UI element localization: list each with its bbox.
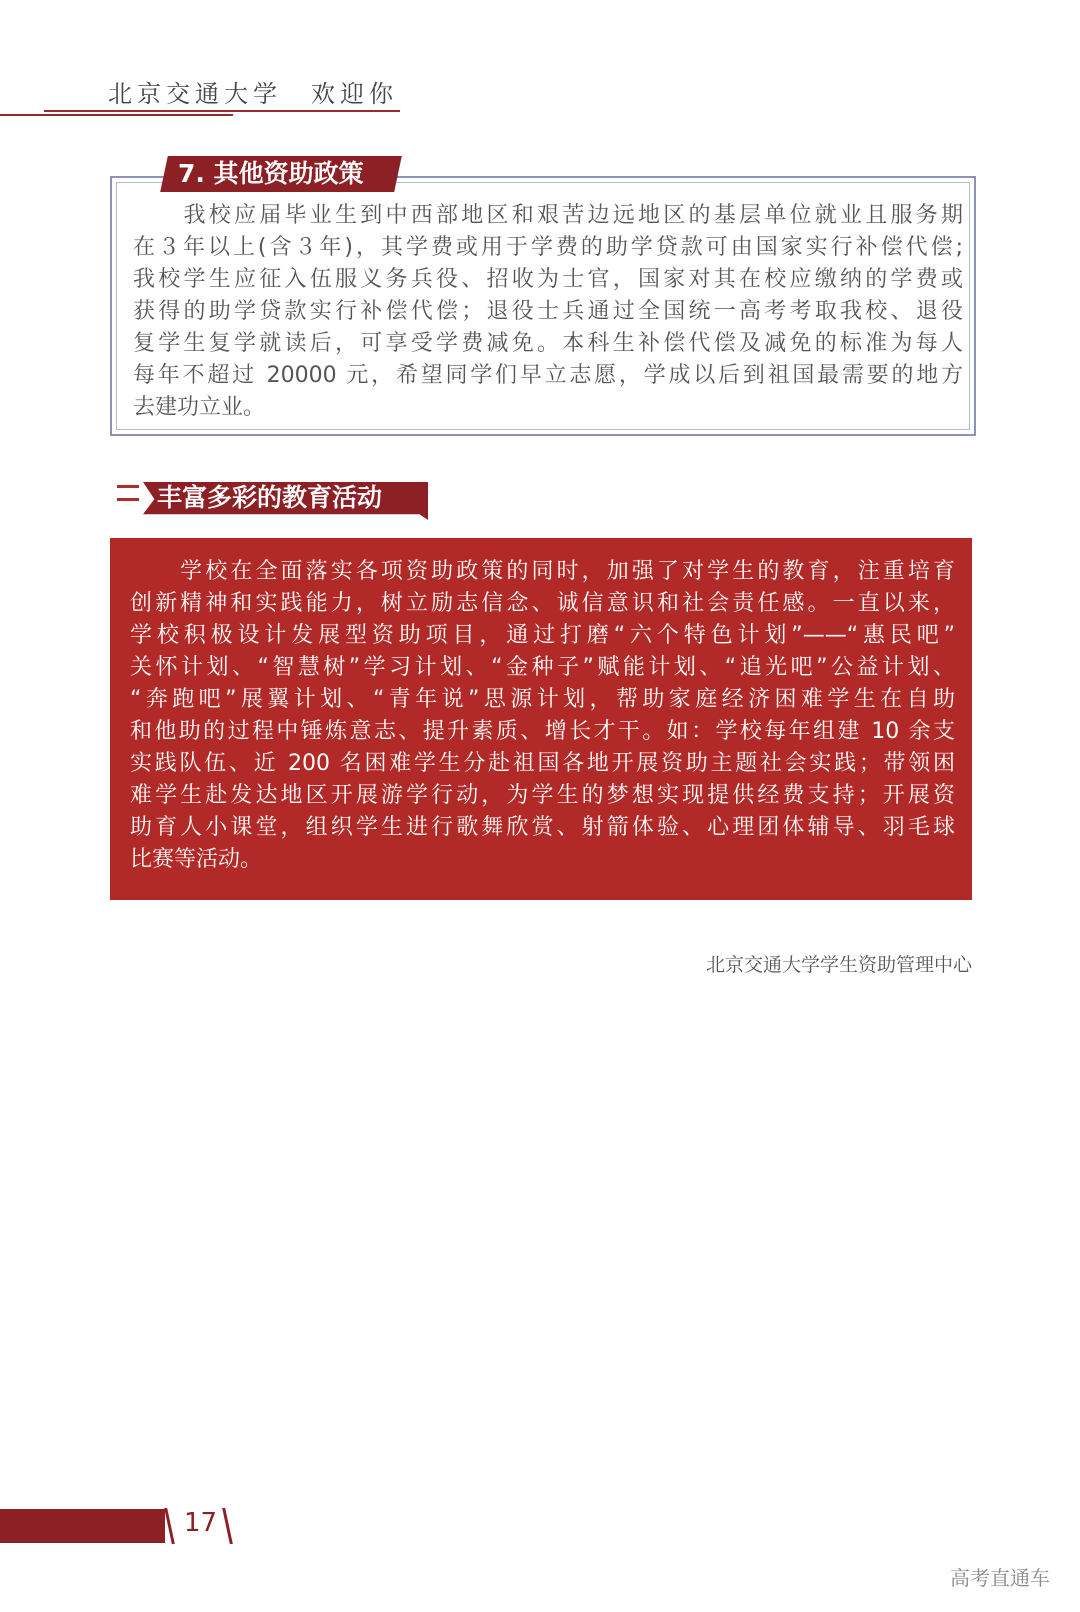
- body-line: 学校积极设计发展型资助项目，通过打磨“六个特色计划”——“惠民吧”: [130, 623, 955, 648]
- body-line: “奔跑吧”展翼计划、“青年说”思源计划，帮助家庭经济困难学生在自助: [130, 687, 955, 712]
- body-line: 获得的助学贷款实行补偿代偿；退役士兵通过全国统一高考考取我校、退役: [133, 299, 963, 324]
- body-line: 每年不超过 20000 元，希望同学们早立志愿，学成以后到祖国最需要的地方: [133, 363, 963, 388]
- body-line: 去建功立业。: [133, 395, 266, 420]
- section-2-title: 丰富多彩的教育活动: [157, 483, 383, 512]
- watermark: 高考直通车: [950, 1566, 1050, 1590]
- body-line: 创新精神和实践能力，树立励志信念、诚信意识和社会责任感。一直以来，: [130, 591, 955, 616]
- body-line: 难学生赴发达地区开展游学行动，为学生的梦想实现提供经费支持；开展资: [130, 783, 955, 808]
- page-number: 17: [184, 1508, 218, 1538]
- body-line: 在３年以上(含３年)，其学费或用于学费的助学贷款可由国家实行补偿代偿;: [133, 235, 963, 260]
- page-slash-right: [222, 1508, 233, 1544]
- body-line: 关怀计划、“智慧树”学习计划、“金种子”赋能计划、“追光吧”公益计划、: [130, 655, 955, 680]
- body-line: 实践队伍、近 200 名困难学生分赴祖国各地开展资助主题社会实践；带领困: [130, 751, 955, 776]
- page-slash-left: [164, 1508, 175, 1544]
- section-7-body: [133, 200, 963, 424]
- header-rule-secondary: [0, 114, 233, 116]
- body-line: 复学生复学就读后，可享受学费减免。本科生补偿代偿及减免的标准为每人: [133, 331, 963, 356]
- header-rule: [44, 110, 400, 112]
- body-line: 比赛等活动。: [130, 847, 263, 872]
- section-2-body: [130, 556, 955, 876]
- body-line: 助育人小课堂，组织学生进行歌舞欣赏、射箭体验、心理团体辅导、羽毛球: [130, 815, 955, 840]
- section-number-er: [117, 483, 139, 501]
- signature: 北京交通大学学生资助管理中心: [705, 954, 972, 976]
- body-line: 我校学生应征入伍服义务兵役、招收为士官，国家对其在校应缴纳的学费或: [133, 267, 963, 292]
- body-line: 我校应届毕业生到中西部地区和艰苦边远地区的基层单位就业且服务期: [133, 203, 963, 228]
- page-number-bar: [0, 1509, 165, 1543]
- body-line: 学校在全面落实各项资助政策的同时，加强了对学生的教育，注重培育: [130, 559, 955, 584]
- running-header: 北京交通大学 欢迎你: [108, 80, 398, 108]
- section-7-title: 7. 其他资助政策: [178, 159, 364, 188]
- body-line: 和他助的过程中锤炼意志、提升素质、增长才干。如：学校每年组建 10 余支: [130, 719, 955, 744]
